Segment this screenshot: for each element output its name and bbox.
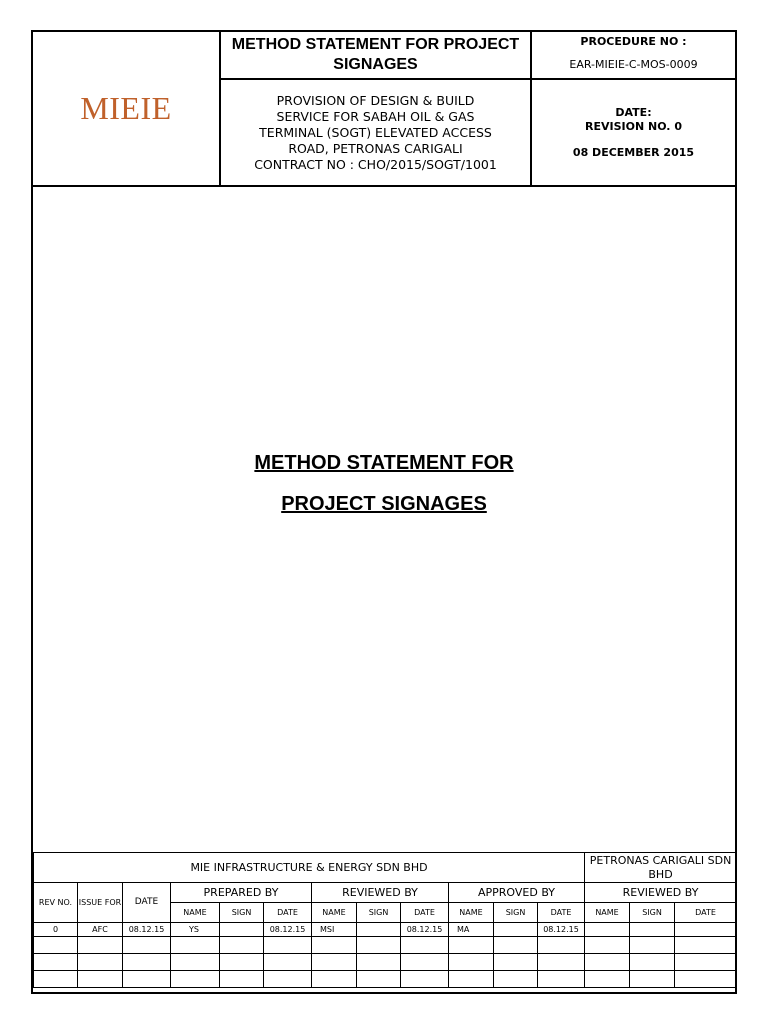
cell-rev-date: 08.12.15 xyxy=(401,923,449,937)
procedure-label: PROCEDURE NO : xyxy=(580,35,687,48)
prepared-date-header: DATE xyxy=(264,903,312,923)
cell-prep-name: YS xyxy=(171,923,220,937)
description-line: PROVISION OF DESIGN & BUILD xyxy=(276,92,475,108)
cell-rev-sign xyxy=(357,923,401,937)
cell-date: 08.12.15 xyxy=(123,923,171,937)
prepared-by-header: PREPARED BY xyxy=(171,883,312,903)
date-value: 08 DECEMBER 2015 xyxy=(572,146,695,159)
document-title: METHOD STATEMENT FOR PROJECT SIGNAGES xyxy=(221,32,530,80)
cell-issue: AFC xyxy=(78,923,123,937)
revision-table xyxy=(33,852,737,988)
main-title-line-1: METHOD STATEMENT FOR xyxy=(254,452,514,474)
client-name: PETRONAS CARIGALI SDN BHD xyxy=(585,853,737,883)
revision-label: REVISION NO. 0 xyxy=(585,120,682,133)
cell-cli-name xyxy=(585,923,630,937)
description-line: SERVICE FOR SABAH OIL & GAS xyxy=(276,108,475,124)
approved-date-header: DATE xyxy=(538,903,585,923)
contractor-name: MIE INFRASTRUCTURE & ENERGY SDN BHD xyxy=(34,853,585,883)
cell-cli-sign xyxy=(630,923,675,937)
date-header: DATE xyxy=(123,883,171,923)
date-label: DATE: xyxy=(615,106,652,119)
prepared-name-header: NAME xyxy=(171,903,220,923)
cell-rev: 0 xyxy=(34,923,78,937)
cell-prep-date: 08.12.15 xyxy=(264,923,312,937)
procedure-number: EAR-MIEIE-C-MOS-0009 xyxy=(569,58,698,71)
client-sign-header: SIGN xyxy=(630,903,675,923)
approved-by-header: APPROVED BY xyxy=(449,883,585,903)
description-line: ROAD, PETRONAS CARIGALI xyxy=(288,140,463,156)
cell-app-date: 08.12.15 xyxy=(538,923,585,937)
reviewed-by-header: REVIEWED BY xyxy=(312,883,449,903)
main-title-line-2: PROJECT SIGNAGES xyxy=(281,493,487,515)
issue-for-header: ISSUE FOR xyxy=(78,883,123,923)
cell-prep-sign xyxy=(220,923,264,937)
reviewed-date-header: DATE xyxy=(401,903,449,923)
cell-rev-name: MSI xyxy=(312,923,357,937)
cell-cli-date xyxy=(675,923,737,937)
prepared-sign-header: SIGN xyxy=(220,903,264,923)
approved-sign-header: SIGN xyxy=(494,903,538,923)
client-reviewed-by-header: REVIEWED BY xyxy=(585,883,737,903)
table-row-empty xyxy=(34,954,737,971)
table-row-empty xyxy=(34,937,737,954)
logo-text: MIEIE xyxy=(80,90,172,126)
rev-no-header: REV NO. xyxy=(34,883,78,923)
table-row xyxy=(34,923,737,937)
reviewed-sign-header: SIGN xyxy=(357,903,401,923)
client-date-header: DATE xyxy=(675,903,737,923)
cell-app-sign xyxy=(494,923,538,937)
description-line: CONTRACT NO : CHO/2015/SOGT/1001 xyxy=(254,156,497,172)
description-line: TERMINAL (SOGT) ELEVATED ACCESS xyxy=(259,124,492,140)
client-name-header: NAME xyxy=(585,903,630,923)
table-row-empty xyxy=(34,971,737,988)
cell-app-name: MA xyxy=(449,923,494,937)
reviewed-name-header: NAME xyxy=(312,903,357,923)
approved-name-header: NAME xyxy=(449,903,494,923)
